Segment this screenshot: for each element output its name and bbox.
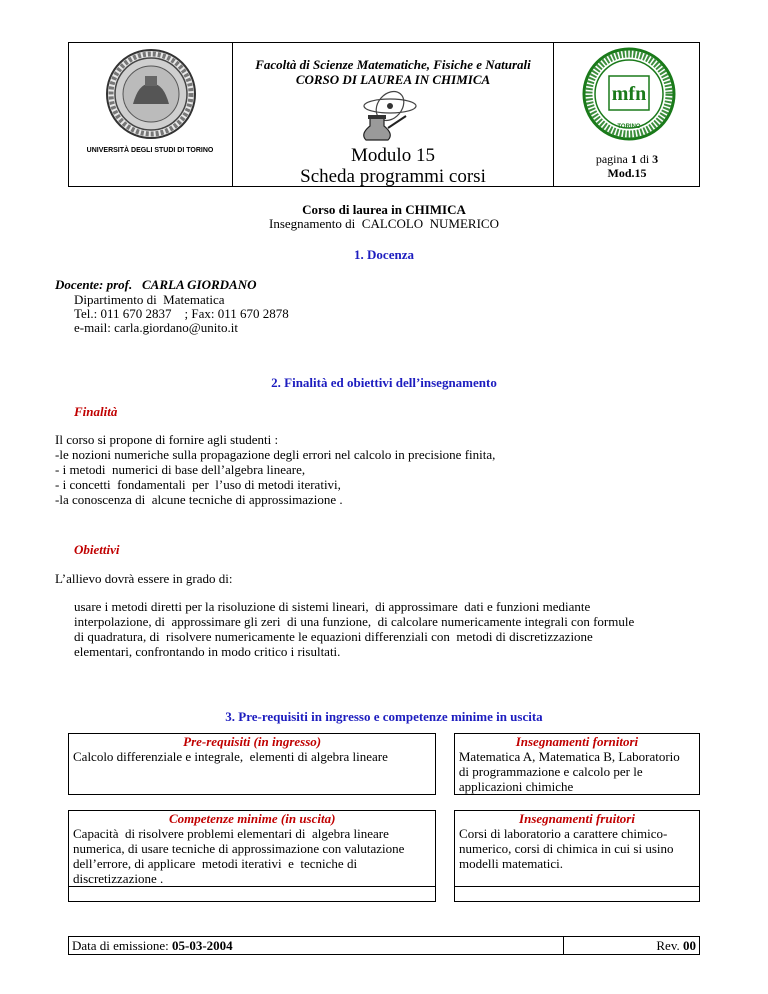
obiettivi-intro: L’allievo dovrà essere in grado di: xyxy=(55,571,233,586)
prerequisites-text: Calcolo differenziale e integrale, elementi di algebra lineare xyxy=(73,749,388,764)
finalita-line: -le nozioni numeriche sulla propagazione degli errori nel calcolo in precisione finita, xyxy=(55,447,496,462)
faculty-logo-letters: mfn xyxy=(611,83,647,105)
course-line: Corso di laurea in CHIMICA xyxy=(302,202,466,217)
providers-line: di programmazione e calcolo per le xyxy=(458,764,643,779)
department-line: Dipartimento di Matematica xyxy=(74,292,225,307)
competences-line: numerica, di usare tecniche di approssimazione con valutazione xyxy=(73,841,405,856)
users-line: Corsi di laboratorio a carattere chimico- xyxy=(459,826,668,841)
faculty-seal-logo xyxy=(581,46,677,142)
prerequisites-table xyxy=(68,733,700,795)
phone-fax-line: Tel.: 011 670 2837 ; Fax: 011 670 2878 xyxy=(74,306,289,321)
section-2-title: 2. Finalità ed obiettivi dell’insegnamento xyxy=(271,375,497,390)
users-line: modelli matematici. xyxy=(459,856,563,871)
competences-line: Capacità di risolvere problemi elementari di algebra lineare xyxy=(73,826,389,841)
providers-header: Insegnamenti fornitori xyxy=(515,734,639,749)
competences-cell xyxy=(69,811,436,887)
subject-line: Insegnamento di CALCOLO NUMERICO xyxy=(268,216,499,231)
email-line: e-mail: carla.giordano@unito.it xyxy=(74,320,238,335)
section-3-title: 3. Pre-requisiti in ingresso e competenze minime in uscita xyxy=(225,709,543,724)
finalita-label: Finalità xyxy=(74,404,118,419)
competences-line: discretizzazione . xyxy=(73,871,164,886)
obiettivi-label: Obiettivi xyxy=(74,542,120,557)
revision: Rev. 00 xyxy=(656,938,696,953)
providers-line: Matematica A, Matematica B, Laboratorio xyxy=(458,749,680,764)
finalita-line: - i metodi numerici di base dell’algebra lineare, xyxy=(55,462,306,477)
competences-table xyxy=(68,810,700,902)
obiettivi-line: interpolazione, di approssimare gli zeri di una funzione, di calcolare numericamente integrali con formule xyxy=(74,614,635,629)
page-indicator: pagina 1 di 3 xyxy=(595,152,659,166)
faculty-logo-city: TORINO xyxy=(617,124,641,130)
sheet-title: Scheda programmi corsi xyxy=(300,166,486,187)
prerequisites-header-cell xyxy=(69,734,436,795)
providers-cell xyxy=(454,734,699,795)
obiettivi-line: di quadratura, di risolvere numericamente le equazioni differenziali con metodi di discretizzazione xyxy=(74,629,593,644)
university-name: UNIVERSITÀ DEGLI STUDI DI TORINO xyxy=(86,147,214,154)
finalita-text xyxy=(55,432,495,507)
obiettivi-line: usare i metodi diretti per la risoluzione di sistemi lineari, di approssimare dati e funzioni mediante xyxy=(74,599,591,614)
section-1-title: 1. Docenza xyxy=(354,247,414,262)
users-cell xyxy=(455,811,700,887)
mod-code: Mod.15 xyxy=(607,166,647,180)
providers-line: applicazioni chimiche xyxy=(458,779,574,794)
obiettivi-line: elementari, confrontando in modo critico i risultati. xyxy=(74,644,341,659)
finalita-line: - i concetti fondamentali per l’uso di metodi iterativi, xyxy=(55,477,341,492)
competences-header: Competenze minime (in uscita) xyxy=(168,811,336,826)
finalita-line: Il corso si propone di fornire agli studenti : xyxy=(55,432,279,447)
footer-divider xyxy=(563,936,564,955)
prerequisites-header: Pre-requisiti (in ingresso) xyxy=(183,734,322,749)
finalita-line: -la conoscenza di alcune tecniche di approssimazione . xyxy=(55,492,343,507)
faculty-name: Facoltà di Scienze Matematiche, Fisiche e Naturali xyxy=(255,57,531,72)
obiettivi-text xyxy=(74,599,634,659)
users-header: Insegnamenti fruitori xyxy=(519,811,635,826)
course-name: CORSO DI LAUREA IN CHIMICA xyxy=(295,72,491,87)
docente-line: Docente: prof. CARLA GIORDANO xyxy=(55,277,257,292)
competences-line: dell’errore, di applicare metodi iterativi e tecniche di xyxy=(73,856,358,871)
module-title: Modulo 15 xyxy=(351,145,435,166)
university-seal-logo xyxy=(105,48,197,140)
flask-illustration xyxy=(348,88,428,144)
emission-date: Data di emissione: 05-03-2004 xyxy=(72,938,233,953)
users-line: numerico, corsi di chimica in cui si usino xyxy=(459,841,674,856)
